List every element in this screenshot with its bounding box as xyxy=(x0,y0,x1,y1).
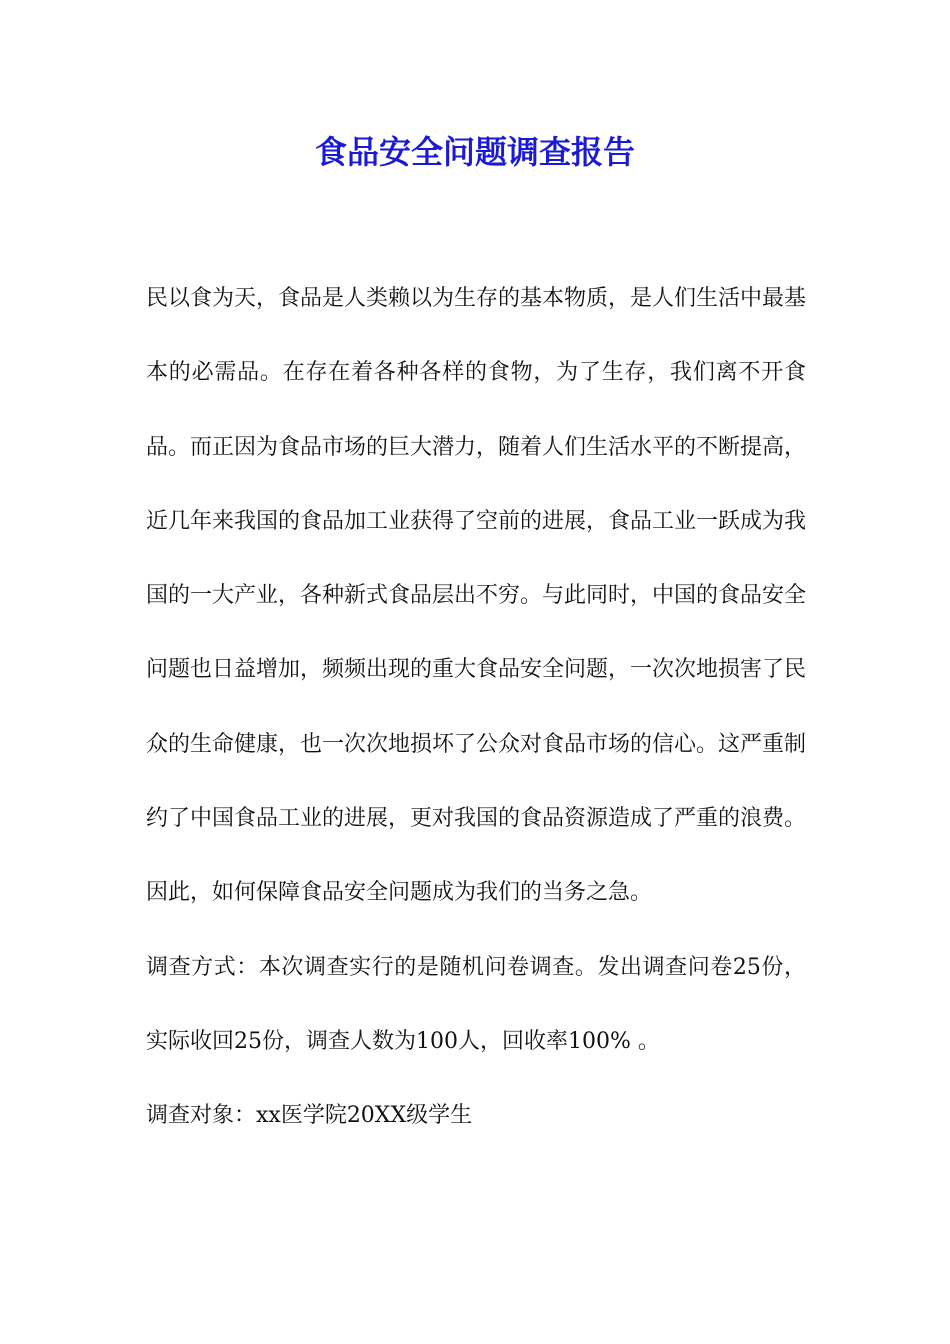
survey-subject-paragraph: 调查对象：xx医学院20XX级学生 xyxy=(146,1103,473,1129)
survey-method-paragraph: 调查方式：本次调查实行的是随机问卷调查。发出调查问卷25份，实际收回25份，调查人数为100人，回收率100% 。 xyxy=(146,954,806,1054)
document-title: 食品安全问题调查报告 xyxy=(314,133,635,171)
intro-paragraph: 民以食为天，食品是人类赖以为生存的基本物质，是人们生活中最基本的必需品。在存在着各种各样的食物，为了生存，我们离不开食品。而正因为食品市场的巨大潜力，随着人们生活水平的不断提高，近几年来我国的食品加工业获得了空前的进展，食品工业一跃成为我国的一大产业，各种新式食品层出不穷。与此同时，中国的食品安全问题也日益增加，频频出现的重大食品安全问题，一次次地损害了民众的生命健康，也一次次地损坏了公众对食品市场的信心。这严重制约了中国食品工业的进展，更对我国的食品资源造成了严重的浪费。因此，如何保障食品安全问题成为我们的当务之急。 xyxy=(146,286,807,906)
document-body xyxy=(146,262,806,1154)
